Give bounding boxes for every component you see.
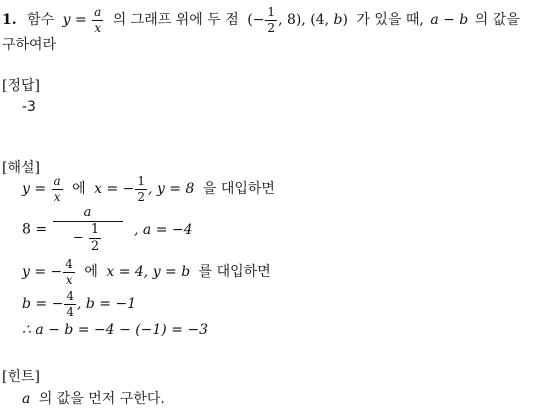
- expl-l2-den-sign: −: [72, 230, 84, 246]
- explanation-line-4: [22, 290, 136, 318]
- point1-fraction: [265, 6, 277, 34]
- point1-fraction-numerator: 1: [267, 5, 276, 19]
- hint-text-line: [22, 388, 165, 408]
- expl-l1-frac2-den: 2: [137, 190, 146, 204]
- point1-fraction-denominator: 2: [267, 21, 276, 35]
- expl-l3-end: 를 대입하면: [198, 264, 271, 280]
- point1-open: (−: [247, 12, 265, 28]
- function-y: y: [62, 12, 71, 28]
- fraction-denominator: x: [94, 21, 102, 35]
- problem-text-end: 의 값을: [474, 12, 520, 28]
- expl-l1-frac-den: x: [53, 190, 61, 204]
- expl-l3-frac-den: x: [65, 273, 73, 287]
- explanation-line-3: [22, 258, 271, 286]
- expl-l2-den-num: 1: [90, 222, 100, 237]
- expl-l4-rest: , b = −1: [76, 296, 137, 312]
- problem-line-1: [2, 6, 520, 34]
- problem-line-2: 구하여라: [2, 37, 57, 53]
- expl-l3-y: y = −: [22, 264, 63, 280]
- expl-l1-end: 을 대입하면: [202, 181, 275, 197]
- expl-l1-frac-num: a: [53, 174, 61, 188]
- expl-l1-rest: , y = 8: [148, 181, 195, 197]
- expl-l4-fraction: [64, 290, 76, 318]
- expl-l4-b: b = −: [22, 296, 64, 312]
- point2-b: b: [333, 12, 343, 28]
- hint-text: 의 값을 먼저 구한다.: [38, 391, 165, 407]
- problem-text-prefix: 함수: [27, 12, 55, 28]
- problem-expression: a − b: [430, 12, 469, 28]
- expl-l1-fraction: [52, 175, 63, 203]
- answer-header: [정답]: [2, 78, 40, 94]
- expl-l2-den-den: 2: [90, 239, 100, 254]
- expl-l3-mid: 에: [84, 264, 98, 280]
- problem-text-mid: 의 그래프 위에 두 점: [112, 12, 239, 28]
- expl-l2-rest: , a = −4: [134, 221, 193, 238]
- explanation-line-1: [22, 175, 275, 203]
- expl-l1-x: x = −: [94, 181, 135, 197]
- explanation-line-2: [22, 206, 193, 253]
- problem-number: 1.: [2, 12, 17, 28]
- expl-l2-frac-den: [71, 223, 104, 253]
- expl-l2-lhs: 8 =: [22, 221, 48, 238]
- expl-l1-fraction-2: [135, 175, 147, 203]
- expl-l2-den-fraction: [89, 223, 101, 253]
- expl-l1-frac2-num: 1: [137, 174, 146, 188]
- expl-l4-frac-num: 4: [66, 289, 74, 303]
- explanation-header: [해설]: [2, 160, 40, 176]
- expl-l1-y: y =: [22, 181, 47, 197]
- expl-l3-fraction: [63, 258, 75, 286]
- hint-variable: a: [22, 391, 31, 407]
- function-fraction: [92, 6, 103, 34]
- expl-l1-mid: 에: [72, 181, 86, 197]
- explanation-line-5: ∴ a − b = −4 − (−1) = −3: [22, 322, 209, 338]
- problem-text-suffix: 가 있을 때,: [356, 12, 424, 28]
- expl-l4-frac-den: 4: [66, 305, 74, 319]
- point-list: , 8), (4,: [278, 12, 334, 28]
- expl-l2-fraction: [53, 206, 123, 253]
- answer-value: -3: [22, 99, 36, 115]
- fraction-numerator: a: [94, 5, 102, 19]
- hint-header: [힌트]: [2, 369, 40, 385]
- expl-l3-x: x = 4, y = b: [106, 264, 191, 280]
- function-eq: =: [74, 12, 87, 28]
- expl-l2-frac-num: a: [83, 205, 92, 220]
- expl-l3-frac-num: 4: [65, 257, 73, 271]
- point2-close: ): [342, 12, 348, 28]
